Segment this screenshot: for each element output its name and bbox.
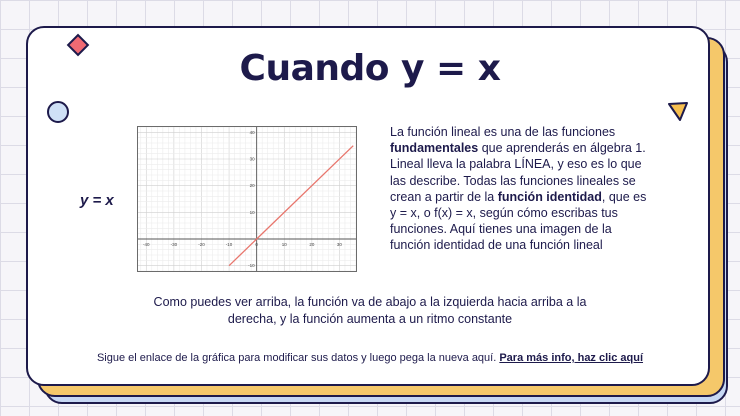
y-tick-label: 20 xyxy=(249,183,255,189)
equation-label: y = x xyxy=(80,192,114,209)
x-tick-label: -20 xyxy=(198,242,205,247)
x-tick-label: -30 xyxy=(170,242,178,247)
circle-icon xyxy=(45,99,71,125)
x-tick-label: 30 xyxy=(336,242,342,247)
x-tick-label: 20 xyxy=(309,242,315,247)
y-tick-label: 10 xyxy=(249,209,255,215)
paragraph-bold-1: fundamentales xyxy=(390,141,479,156)
paragraph-bold-2: función identidad xyxy=(497,189,602,204)
y-tick-label: 40 xyxy=(249,129,255,135)
identity-function-graph[interactable] xyxy=(137,126,357,272)
paragraph-text-1: La función lineal es una de las funciones xyxy=(390,125,616,139)
page-title: Cuando y = x xyxy=(239,48,501,89)
x-tick-label: 0 xyxy=(255,242,258,247)
description-paragraph xyxy=(390,124,652,254)
chart-svg xyxy=(138,127,356,271)
x-tick-label: -40 xyxy=(143,242,150,247)
footer-note xyxy=(0,352,740,364)
footer-text: Sigue el enlace de la gráfica para modificar sus datos y luego pega la nueva aquí. xyxy=(96,352,500,364)
graph-caption: Como puedes ver arriba, la función va de abajo a la izquierda hacia arriba a la derecha, y la función aumenta a un ritmo constante xyxy=(153,295,587,326)
more-info-link[interactable]: Para más info, haz clic aquí xyxy=(499,352,644,364)
series-line-identity xyxy=(229,146,353,269)
y-tick-label: -10 xyxy=(248,263,255,269)
paragraph-text-2: que aprenderás en álgebra 1. Lineal lleva la palabra LÍNEA, y eso es lo que las describe. Todas las funciones lineales se crean a partir de la xyxy=(390,141,646,204)
triangle-icon xyxy=(665,99,691,125)
y-tick-label: 30 xyxy=(249,156,255,162)
paragraph-text-3: , que es y = x, o f(x) = x, según cómo escribas tus funciones. Aquí tienes una imagen de la función identidad de una función lineal xyxy=(390,189,647,253)
x-tick-label: -10 xyxy=(225,242,233,247)
x-tick-label: 10 xyxy=(281,242,287,247)
